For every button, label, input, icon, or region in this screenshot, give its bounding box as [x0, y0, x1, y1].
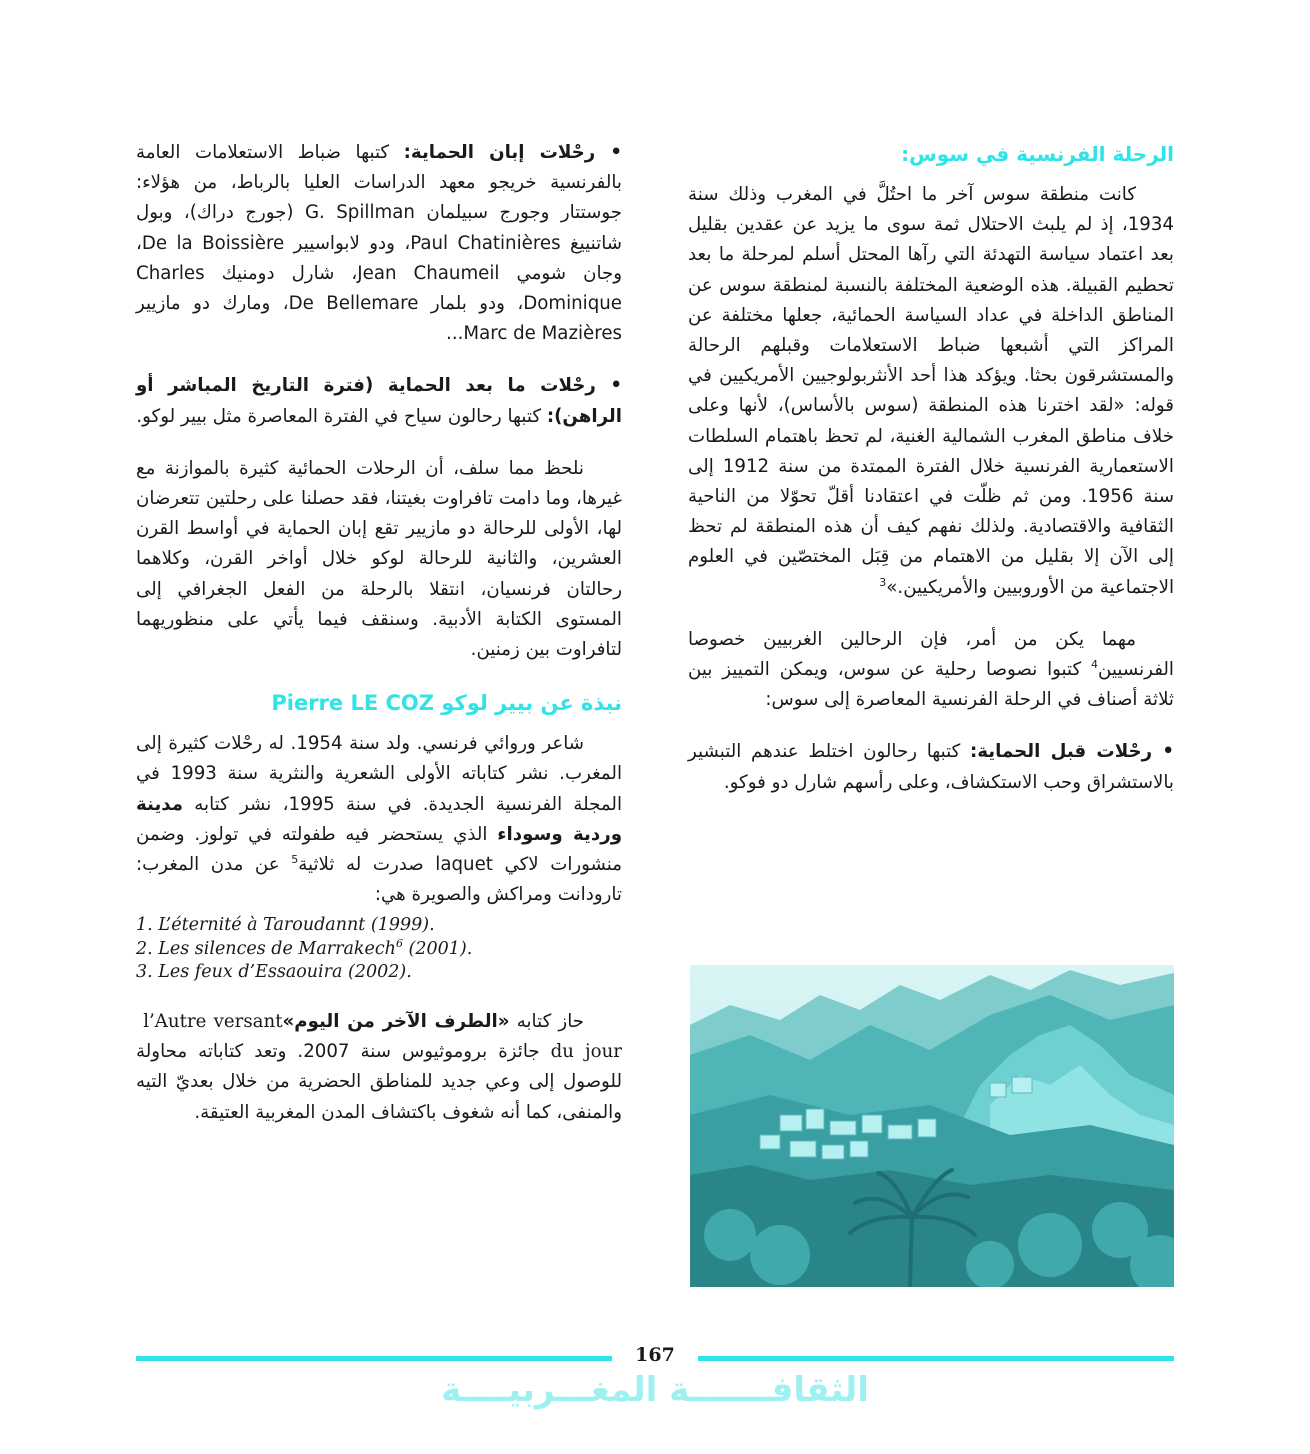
- bullet-title: • رحْلات قبل الحماية:: [970, 741, 1174, 763]
- paragraph: [688, 625, 1174, 716]
- paragraph-text: مهما يكن من أمر، فإن الرحالين الغربيين خصوصا الفرنسيين: [688, 628, 1174, 681]
- bio-text: شاعر وروائي فرنسي. ولد سنة 1954. له رحْلات كثيرة إلى المغرب. نشر كتاباته الأولى الشعرية والنثرية سنة 1993 في المجلة الفرنسية الجديدة. في سنة 1995، نشر كتابه: [136, 733, 623, 815]
- right-column: [688, 138, 1174, 820]
- left-column: [136, 138, 622, 1150]
- work-title: 1. L’éternité à Taroudannt (: [136, 915, 378, 936]
- paragraph-text: حاز كتابه: [509, 1010, 584, 1032]
- bio-text: عن مدن المغرب: تارودانت ومراكش والصويرة هي:: [136, 854, 622, 906]
- french-title: l’Autre versant du jour: [136, 1010, 622, 1063]
- bullet-title: • رحْلات ما بعد الحماية (فترة التاريخ المباشر أو الراهن):: [136, 375, 622, 427]
- paragraph-text: كتبوا نصوصا رحلية عن سوس، ويمكن التمييز بين ثلاثة أصناف في الرحلة الفرنسية المعاصرة إلى سوس:: [688, 659, 1174, 711]
- work-end: (: [402, 938, 416, 959]
- book-title: «الطرف الآخر من اليوم»: [282, 1010, 510, 1032]
- page-number: 167: [635, 1344, 675, 1366]
- work-year: 1999: [377, 915, 423, 936]
- work-end: ).: [399, 962, 412, 983]
- work-title: 3. Les feux d’Essaouira (: [136, 962, 355, 983]
- work-title: 2. Les silences de Marrakech: [136, 938, 396, 959]
- list-item: [136, 914, 622, 938]
- magazine-title: الثقافـــــــة المغـــربيــــة: [441, 1370, 869, 1410]
- works-list: [136, 914, 622, 985]
- bullet-item: [136, 138, 622, 349]
- list-item: [136, 961, 622, 985]
- book-title: مدينة وردية وسوداء: [136, 793, 622, 845]
- work-end: ).: [422, 915, 435, 936]
- bullet-title: • رحْلات إبان الحماية:: [403, 142, 622, 163]
- bullet-text: كتبها رحالون سياح في الفترة المعاصرة مثل بيير لوكو.: [136, 405, 547, 427]
- work-end: ).: [459, 938, 473, 959]
- bio-paragraph: [136, 729, 622, 910]
- work-year: 2002: [354, 962, 400, 983]
- bullet-item: [688, 737, 1174, 797]
- bullet-text: كتبها رحالون اختلط عندهم التبشير بالاستشراق وحب الاستكشاف، وعلى رأسهم شارل دو فوكو.: [688, 741, 1174, 793]
- work-year: 2001: [415, 938, 460, 959]
- photo-illustration: [690, 965, 1174, 1287]
- footnote-ref: 3: [879, 575, 887, 589]
- paragraph-text: كانت منطقة سوس آخر ما احتُلَّ في المغرب وذلك سنة 1934، إذ لم يلبث الاحتلال ثمة سوى ما يزيد عن عقدين بقليل بعد اعتماد سياسة التهدئة التي رآها المحتل أسلم لمرحلة ما بعد تحطيم القبيلة. هذه الوضعية المختلفة بالنسبة لمنطقة سوس عن المناطق الداخلة في عداد السياسة الحمائية، جعلها مختلفة عن المراكز التي أشبعها ضباط الاستعلامات وقبلهم الرحالة والمستشرقون بحثا. ويؤكد هذا أحد الأنثربولوجيين الأمريكيين في قوله: «لقد اخترنا هذه المنطقة (سوس بالأساس)، لأنها وعلى خلاف مناطق المغرب الشمالية الغنية، لم تحظ باهتمام السلطات الاستعمارية الفرنسية خلال الفترة الممتدة من سنة 1912 إلى سنة 1956. ومن ثم ظلّت في اعتقادنا أقلّ تحوّلا من الناحية الثقافية والاقتصادية. ولذلك نفهم كيف أن هذه المنطقة لم تحظ إلى الآن إلا بقليل من الاهتمام من قِبَل المختصّين في العلوم الاجتماعية من الأوروبيين والأمريكيين.»: [688, 184, 1174, 598]
- bio-heading: نبذة عن بيير لوكو Pierre LE COZ: [271, 691, 622, 716]
- list-item: [136, 938, 622, 962]
- paragraph: [136, 1007, 622, 1128]
- footer-rule-right: [698, 1356, 1174, 1361]
- footer-rule-left: [136, 1356, 612, 1361]
- bullet-item: [136, 371, 622, 431]
- bio-text: الذي يستحضر فيه طفولته في تولوز. وضمن منشورات لاكي laquet صدرت له ثلاثية: [136, 823, 623, 876]
- bullet-text: كتبها ضباط الاستعلامات العامة بالفرنسية خريجو معهد الدراسات العليا بالرباط، من هؤلاء: جوستتار وجورج سبيلمان G. Spillman (جورج دراك)، وبول شاتنييغ Paul Chatinières، ودو لابواسيير De la Boissière، وجان شومي Jean Chaumeil، شارل دومنيك Charles Dominique، ودو بلمار De Bellemare، ومارك دو مازيير Marc de Mazières...: [136, 142, 623, 345]
- landscape-photo: [690, 965, 1174, 1287]
- footnote-ref: 4: [1091, 657, 1099, 671]
- footnote-ref: 5: [291, 853, 299, 866]
- section-heading: الرحلة الفرنسية في سوس:: [901, 142, 1174, 166]
- paragraph: [688, 180, 1174, 603]
- footnote-ref: 6: [395, 937, 403, 951]
- paragraph-text: جائزة بروموثيوس سنة 2007. وتعد كتاباته محاولة للوصول إلى وعي جديد للمناطق الحضرية من خلال بعديّ التيه والمنفى، كما أنه شغوف باكتشاف المدن المغربية العتيقة.: [136, 1041, 622, 1123]
- paragraph: نلحظ مما سلف، أن الرحلات الحمائية كثيرة بالموازنة مع غيرها، وما دامت تافراوت بغيتنا، فقد حصلنا على رحلتين تتعرضان لها، الأولى للرحالة دو مازيير تقع إبان الحماية في أواسط القرن العشرين، والثانية للرحالة لوكو خلال أواخر القرن، وكلاهما رحالتان فرنسيان، انتقلا بالرحلة من الفعل الجغرافي إلى المستوى الكتابة الأدبية. وسنقف فيما يأتي على منظوريهما لتافراوت بين زمنين.: [136, 457, 622, 661]
